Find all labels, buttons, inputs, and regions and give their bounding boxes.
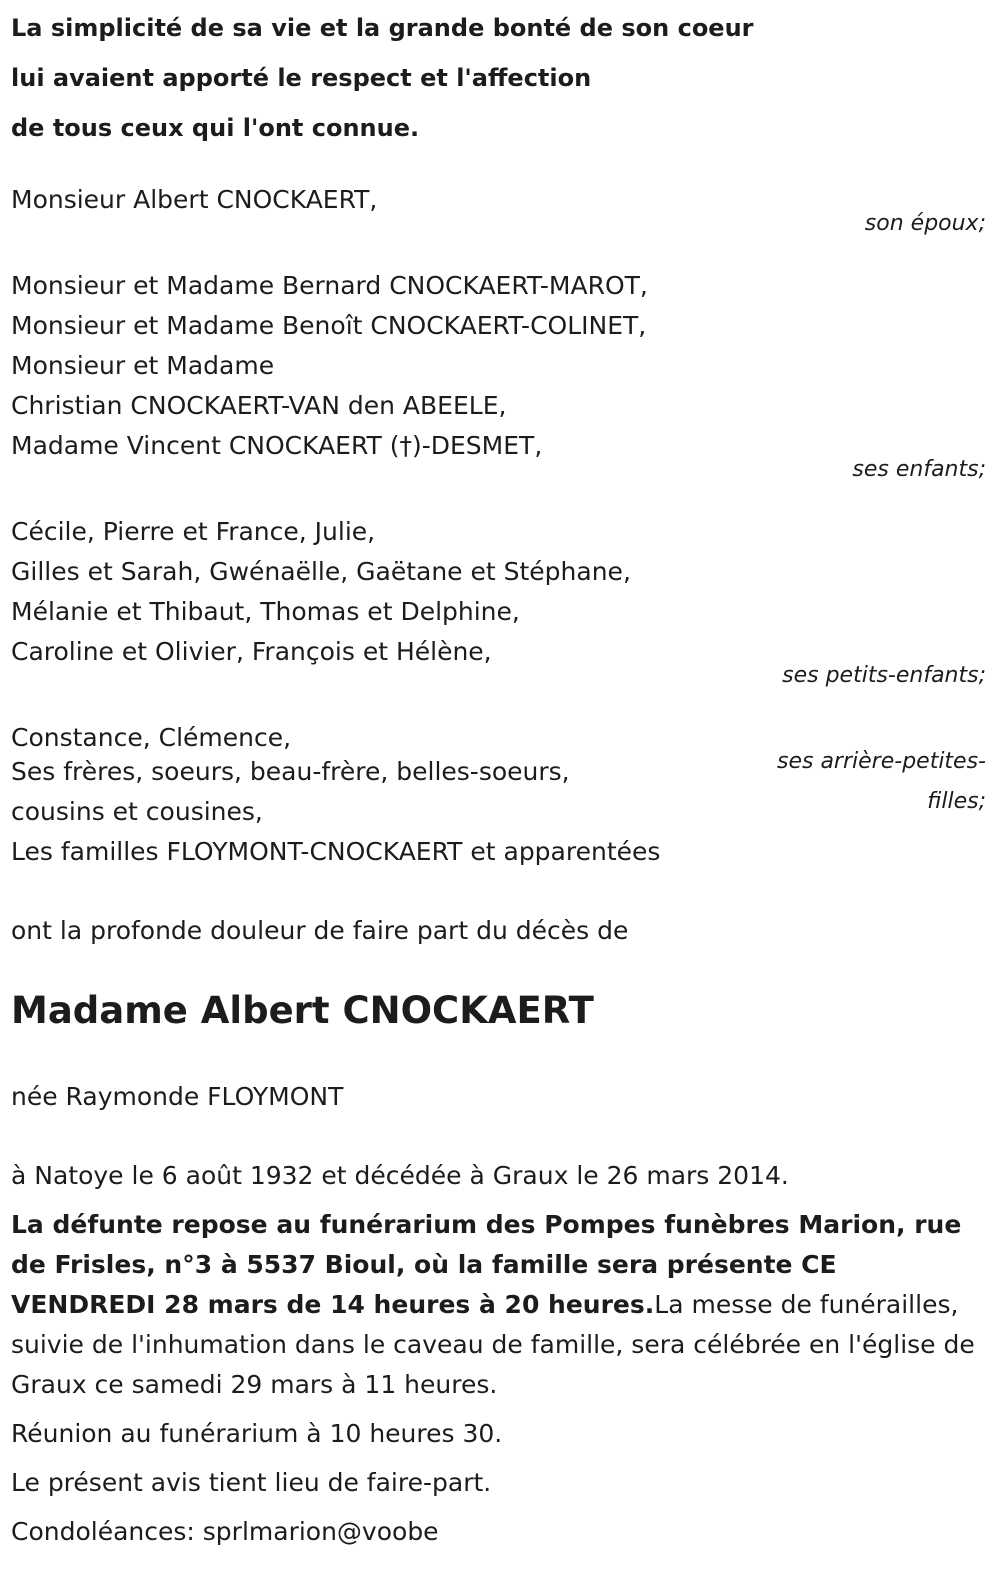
funerarium-info: La défunte repose au funérarium des Pompes funèbres Marion, rue de Frisles, n°3 à 5537 Bioul, où la famille sera présente CE VENDREDI 28 mars de 14 heures à 20 heures. bbox=[11, 1210, 962, 1319]
family-entry-children bbox=[11, 266, 986, 490]
family-list bbox=[11, 180, 986, 844]
relatives-line: cousins et cousines, bbox=[11, 797, 263, 826]
relation-label: ses arrière-petites- bbox=[777, 749, 986, 774]
relatives-line: Les familles FLOYMONT-CNOCKAERT et apparentées bbox=[11, 837, 661, 866]
family-line: Monsieur et Madame Bernard CNOCKAERT-MAROT, bbox=[11, 271, 648, 300]
family-line: Caroline et Olivier, François et Hélène, bbox=[11, 637, 492, 666]
family-line: Mélanie et Thibaut, Thomas et Delphine, bbox=[11, 597, 520, 626]
family-entry-grandchildren bbox=[11, 512, 986, 696]
relatives-line: Ses frères, soeurs, beau-frère, belles-soeurs, bbox=[11, 757, 570, 786]
quote-line: La simplicité de sa vie et la grande bonté de son coeur bbox=[11, 14, 754, 42]
funeral-paragraph bbox=[11, 1205, 986, 1405]
relation-label: ses petits-enfants; bbox=[782, 663, 986, 688]
relation-label: son époux; bbox=[864, 211, 986, 236]
quote-line: de tous ceux qui l'ont connue. bbox=[11, 114, 420, 142]
family-line: Gilles et Sarah, Gwénaëlle, Gaëtane et Stéphane, bbox=[11, 557, 631, 586]
relation-label: filles; bbox=[927, 789, 986, 814]
family-line: Cécile, Pierre et France, Julie, bbox=[11, 517, 376, 546]
announcement-line: ont la profonde douleur de faire part du décès de bbox=[11, 916, 629, 945]
family-line: Madame Vincent CNOCKAERT (†)-DESMET, bbox=[11, 431, 543, 460]
announcement-text bbox=[11, 911, 986, 951]
quote-line: lui avaient apporté le respect et l'affection bbox=[11, 64, 592, 92]
relation-label: ses enfants; bbox=[852, 457, 986, 482]
family-line: Christian CNOCKAERT-VAN den ABEELE, bbox=[11, 391, 507, 420]
deceased-name: Madame Albert CNOCKAERT bbox=[11, 989, 594, 1032]
born-name-line: née Raymonde FLOYMONT bbox=[11, 1082, 344, 1111]
reunion-paragraph: Réunion au funérarium à 10 heures 30. bbox=[11, 1419, 503, 1448]
family-line: Constance, Clémence, bbox=[11, 723, 292, 752]
condolences-paragraph: Condoléances: sprlmarion@voobe bbox=[11, 1517, 439, 1546]
family-line: Monsieur Albert CNOCKAERT, bbox=[11, 185, 378, 214]
dates-paragraph: à Natoye le 6 août 1932 et décédée à Graux le 26 mars 2014. bbox=[11, 1161, 789, 1190]
opening-quote bbox=[11, 3, 754, 153]
notice-paragraph: Le présent avis tient lieu de faire-part. bbox=[11, 1468, 492, 1497]
mass-info: La messe de funérailles, suivie de l'inhumation dans le caveau de famille, sera célébrée en l'église de Graux ce samedi 29 mars à 11 heures. bbox=[11, 1290, 975, 1399]
family-line: Monsieur et Madame Benoît CNOCKAERT-COLINET, bbox=[11, 311, 647, 340]
relatives-block bbox=[11, 752, 986, 872]
born-name bbox=[11, 1077, 986, 1117]
family-entry-spouse bbox=[11, 180, 986, 244]
family-line: Monsieur et Madame bbox=[11, 351, 275, 380]
funeral-details bbox=[11, 1156, 986, 1561]
